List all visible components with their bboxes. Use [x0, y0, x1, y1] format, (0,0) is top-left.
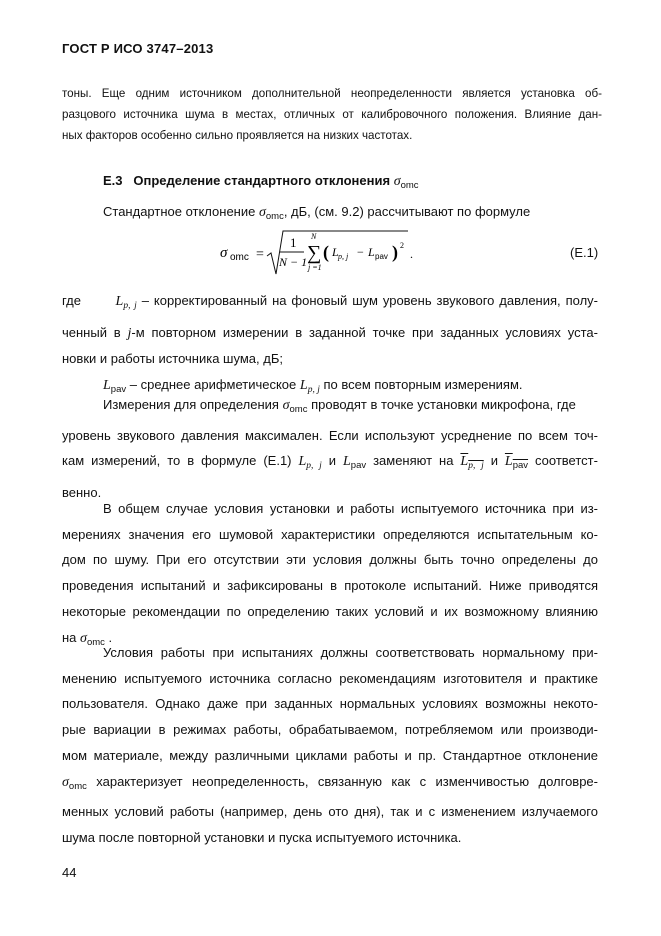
text-line — [62, 288, 598, 320]
eq-term-a-sub: p, j — [338, 252, 349, 261]
symbol-L: L — [460, 454, 469, 470]
sum-lower: j =1 — [308, 263, 322, 272]
eq-term-b: L — [368, 245, 375, 259]
sigma-symbol: σ — [62, 774, 69, 790]
sum-icon: ∑ — [307, 242, 322, 264]
text-fragment: кам измерений, то в формуле (Е.1) — [62, 453, 292, 469]
text-line: тоны. Еще одним источником дополнительной неопределенности является установка об- — [62, 87, 602, 100]
text-fragment: , дБ, (см. 9.2) рассчитывают по формуле — [283, 204, 531, 219]
sigma-symbol: σ — [282, 398, 290, 413]
text-line: разцового источника шума в местах, отличных от калибровочного положения. Влияние дан- — [62, 108, 602, 121]
symbol-L-sub: pav — [512, 460, 529, 472]
eq-denominator: N − 1 — [279, 255, 308, 269]
text-line: новки и работы источника шума, дБ; — [62, 351, 283, 367]
text-line: дом по шуму. При его отсутствии эти условия должны быть точно определены до — [62, 552, 598, 568]
text-line — [62, 320, 598, 347]
sigma-symbol: σ — [80, 630, 87, 646]
text-fragment: проводят в точке установки микрофона, где — [311, 397, 576, 412]
sigma-subscript: omc — [68, 780, 87, 792]
text-line: ных факторов особенно сильно проявляется на низких частотах. — [62, 129, 413, 142]
symbol-L-sub: p, j — [468, 461, 484, 472]
text-line — [62, 448, 598, 480]
square-exponent-icon: 2 — [400, 241, 404, 250]
symbol-j: j — [127, 325, 132, 341]
eq-minus: − — [357, 245, 364, 259]
right-bracket-icon: ) — [392, 242, 398, 262]
eq-numerator: 1 — [290, 235, 297, 250]
equation-e1 — [220, 228, 600, 278]
symbol-L-sub: pav — [110, 384, 127, 396]
sigma-subscript: omc — [400, 180, 419, 191]
text-line: В общем случае условия установки и работы испытуемого источника при из- — [103, 501, 598, 516]
text-fragment: на — [62, 629, 77, 645]
text-fragment: – среднее арифметическое — [129, 377, 297, 393]
text-line: некоторые рекомендации по определению таких условий и их возможному влиянию — [62, 603, 598, 619]
overlined-term — [504, 453, 529, 472]
paragraph-3 — [62, 640, 598, 851]
symbol-L: L — [115, 294, 124, 309]
text-fragment: Стандартное отклонение — [103, 204, 256, 219]
equation-graphic — [220, 228, 600, 278]
text-fragment: заменяют на — [373, 453, 454, 469]
symbol-L-sub: pav — [350, 460, 367, 472]
text-line — [62, 769, 598, 800]
intro-paragraph — [62, 83, 602, 146]
symbol-L: L — [504, 454, 513, 470]
text-line: менных условий работы (например, день ото дня), так и с изменением излучаемого — [62, 804, 598, 820]
eq-equals: = — [256, 247, 264, 262]
text-fragment: -м повторном измерении в заданной точке при заданных условиях уста- — [131, 324, 598, 340]
text-line: венно. — [62, 485, 102, 501]
formula-intro — [103, 199, 598, 230]
text-fragment: ченный в — [62, 324, 121, 340]
symbol-L: L — [103, 378, 111, 394]
text-line: проведения испытаний и зафиксированы в протоколе испытаний. Ниже приводятся — [62, 578, 598, 594]
text-fragment: и — [490, 453, 498, 469]
text-line: уровень звукового давления максимален. Если используют усреднение по всем точ- — [62, 427, 598, 443]
sigma-subscript: omc — [265, 211, 284, 222]
eq-lhs-sub: omc — [230, 252, 249, 263]
where-block — [62, 288, 598, 404]
text-line: Условия работы при испытаниях должны соответствовать нормальному при- — [103, 645, 598, 660]
text-line: пользователя. Однако даже при заданных нормальных условиях возможны некото- — [62, 696, 598, 712]
text-fragment: и — [328, 453, 337, 469]
sigma-subscript: omc — [86, 636, 105, 648]
text-fragment: соответст- — [535, 453, 598, 469]
paragraph-2 — [62, 496, 598, 655]
text-fragment: характеризует неопределенность, связанную как с изменчивостью долговре- — [96, 773, 598, 789]
text-fragment: – корректированный на фоновый шум уровень звукового давления, полу- — [141, 293, 598, 308]
section-number: Е.3 — [103, 173, 123, 188]
sum-upper: N — [311, 232, 317, 241]
eq-term-a: L — [332, 245, 339, 259]
section-heading — [103, 173, 419, 191]
text-line: шума после повторной установки и пуска испытуемого источника. — [62, 829, 462, 845]
text-fragment: . — [108, 629, 113, 645]
symbol-L: L — [298, 454, 307, 470]
sigma-symbol: σ — [393, 174, 401, 189]
text-line: мерениях значения его шумовой характеристики определяются испытательным ко- — [62, 526, 598, 542]
paragraph-1 — [62, 392, 598, 506]
symbol-L: L — [299, 378, 308, 394]
symbol-L-sub: p, j — [306, 461, 322, 472]
document-header: ГОСТ Р ИСО 3747–2013 — [62, 41, 214, 56]
sigma-subscript: omc — [289, 404, 308, 415]
section-title: Определение стандартного отклонения — [133, 173, 391, 188]
text-line: мом материале, между различными циклами работы и пр. Стандартное отклонение — [62, 747, 598, 763]
text-line — [62, 392, 598, 423]
left-bracket-icon: ( — [323, 242, 329, 262]
overlined-term — [460, 453, 484, 472]
where-lead: где — [62, 293, 81, 308]
symbol-L-sub: p, j — [307, 385, 320, 396]
eq-period-icon: . — [410, 247, 413, 261]
text-line: рые вариации в режимах работы, обрабатываемом, потребляемом или производи- — [62, 722, 598, 738]
text-fragment: по всем повторным измерениям. — [323, 377, 523, 393]
eq-lhs: σ — [220, 245, 228, 261]
equation-label: (Е.1) — [570, 245, 599, 260]
text-fragment: Измерения для определения — [103, 397, 279, 412]
eq-term-b-sub: pav — [375, 252, 388, 261]
page-number: 44 — [62, 865, 77, 880]
text-line: менению испытуемого источника согласно рекомендациям изготовителя и практике — [62, 670, 598, 686]
sigma-symbol: σ — [258, 205, 266, 220]
symbol-L-sub: p, j — [123, 301, 137, 311]
symbol-L: L — [342, 454, 351, 470]
